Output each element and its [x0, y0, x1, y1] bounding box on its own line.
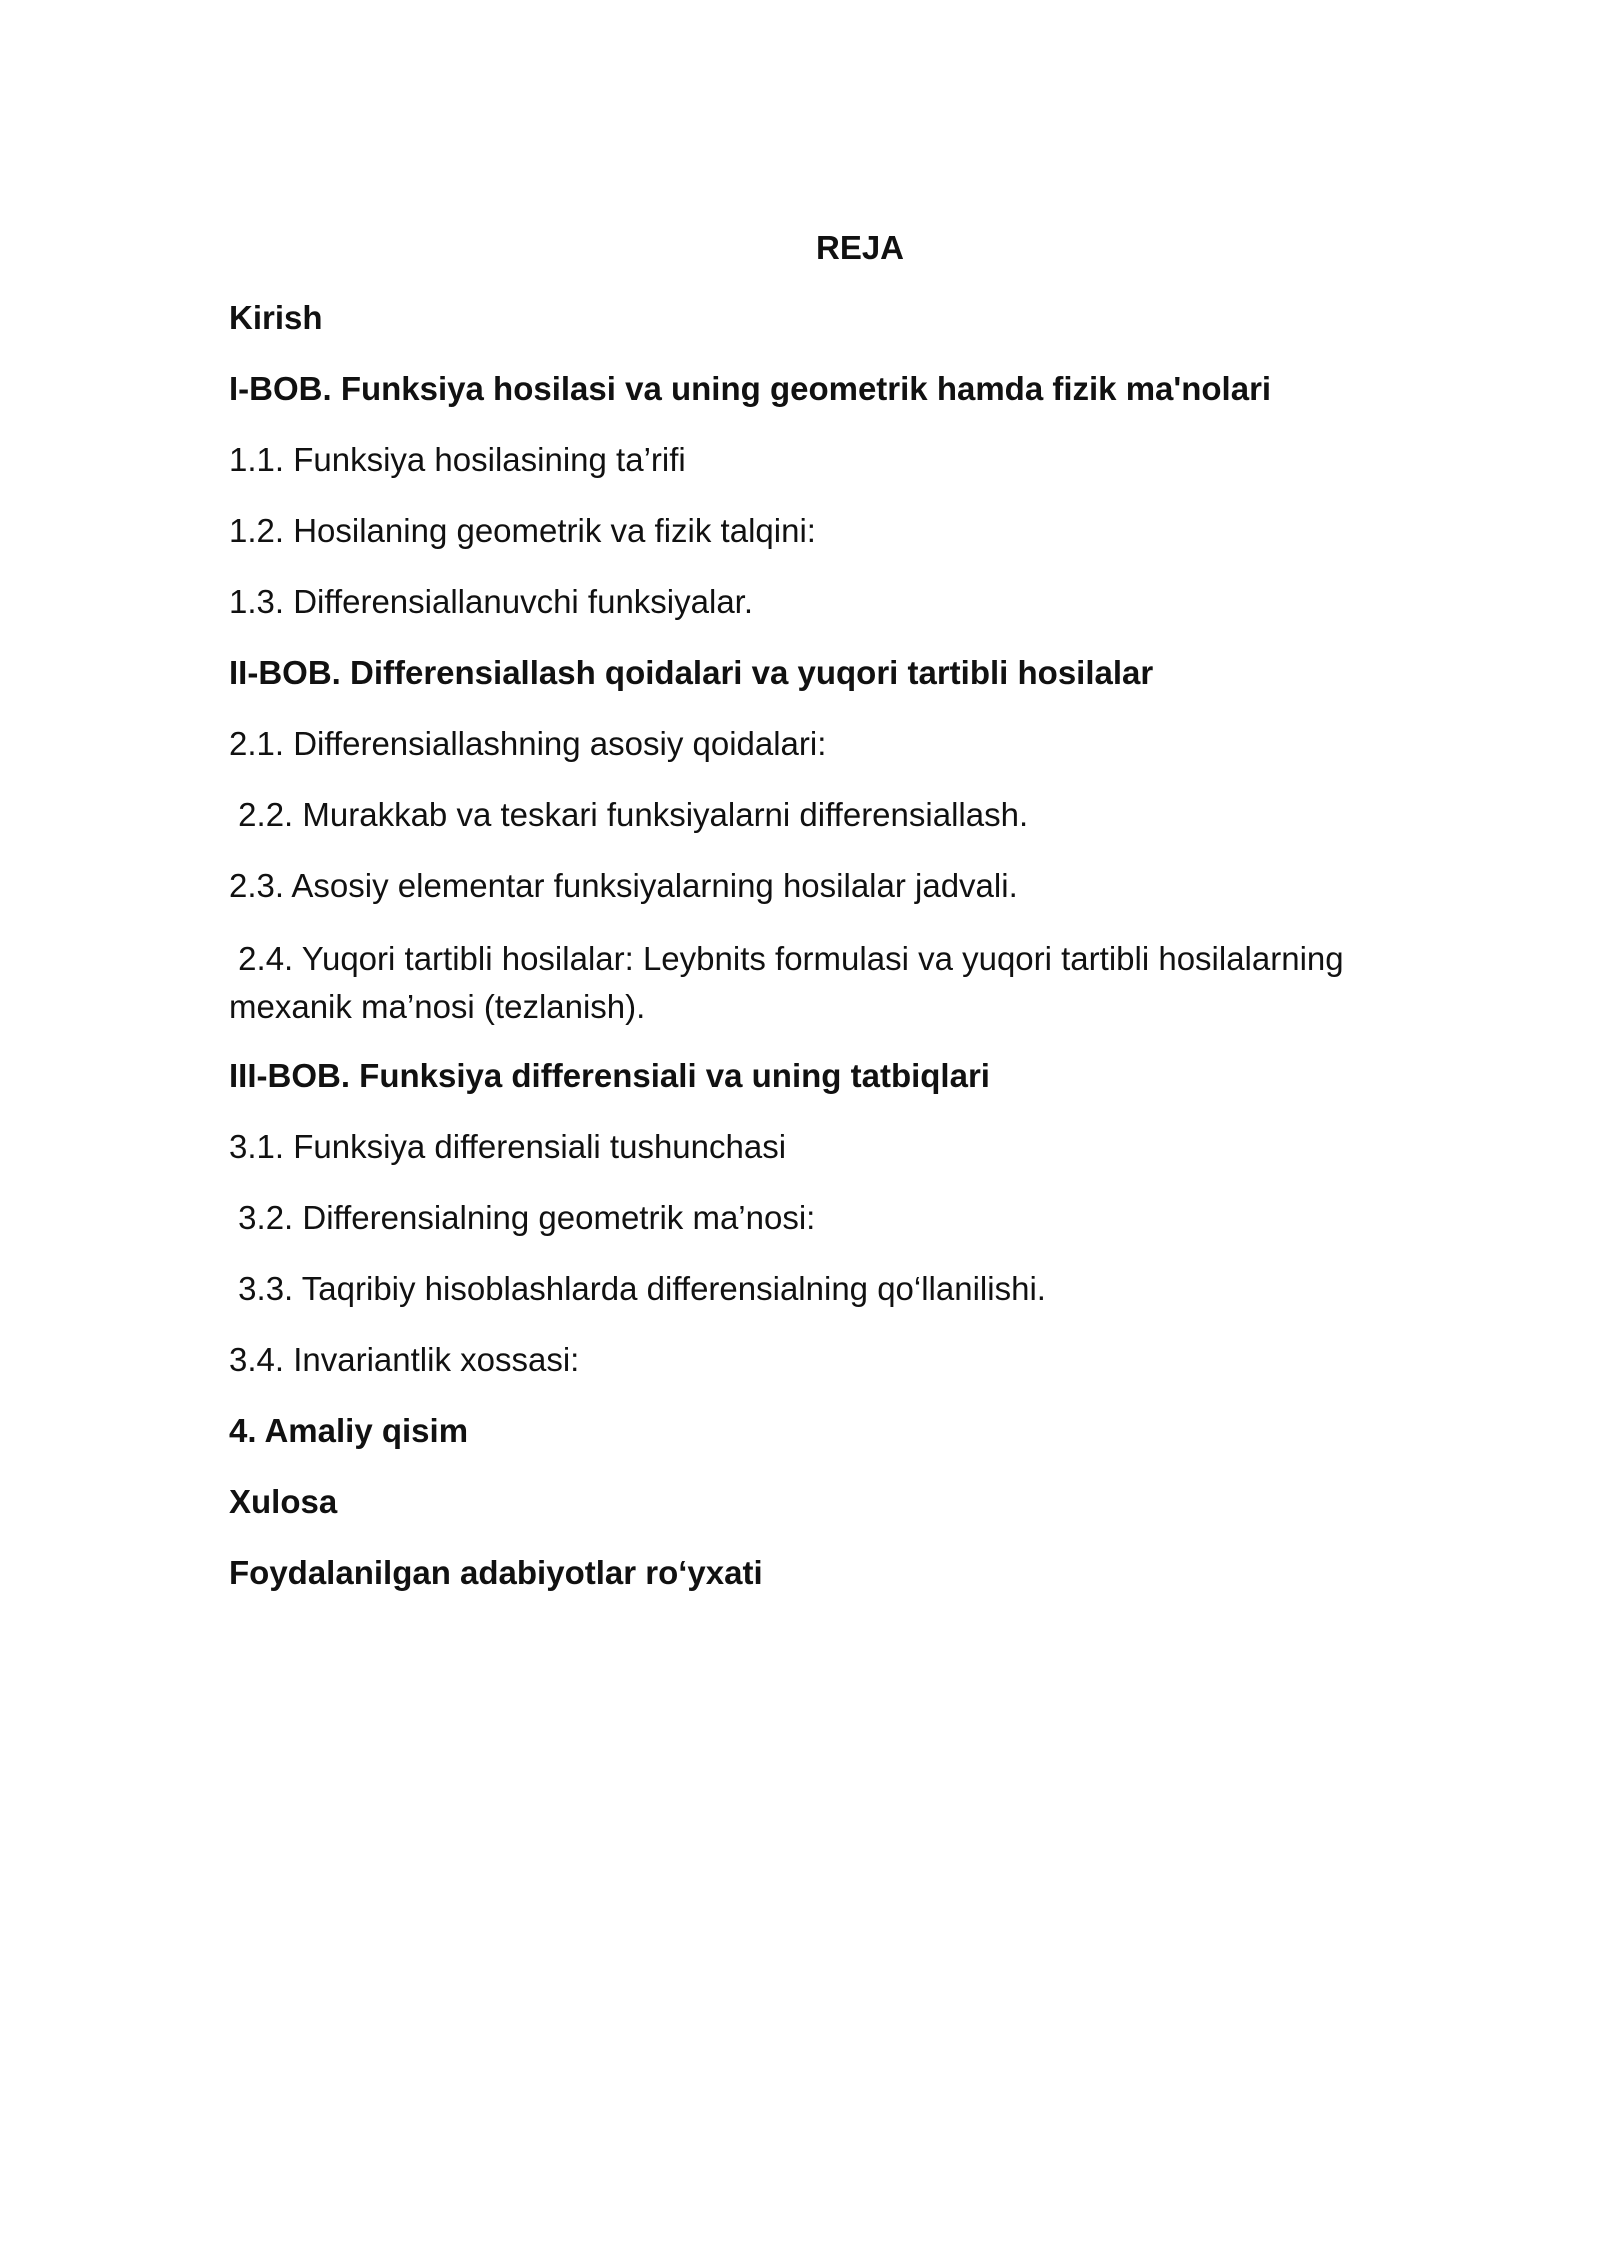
toc-chapter-2: II-BOB. Differensiallash qoidalari va yuqori tartibli hosilalar	[229, 654, 1154, 691]
toc-section-2-3: 2.3. Asosiy elementar funksiyalarning hosilalar jadvali.	[229, 867, 1018, 904]
toc-section-3-4: 3.4. Invariantlik xossasi:	[229, 1341, 580, 1378]
toc-section-1-2: 1.2. Hosilaning geometrik va fizik talqini:	[229, 512, 816, 549]
toc-section-2-1: 2.1. Differensiallashning asosiy qoidalari:	[229, 725, 827, 762]
toc-item-kirish: Kirish	[229, 299, 323, 336]
toc-section-3-1: 3.1. Funksiya differensiali tushunchasi	[229, 1128, 787, 1165]
toc-section-2-2: 2.2. Murakkab va teskari funksiyalarni differensiallash.	[229, 796, 1029, 833]
toc-section-1-1: 1.1. Funksiya hosilasining ta’rifi	[229, 441, 686, 478]
toc-item-references: Foydalanilgan adabiyotlar ro‘yxati	[229, 1554, 763, 1591]
toc-chapter-3: III-BOB. Funksiya differensiali va uning tatbiqlari	[229, 1057, 990, 1094]
toc-section-1-3: 1.3. Differensiallanuvchi funksiyalar.	[229, 583, 754, 620]
table-of-contents	[229, 296, 1429, 1622]
toc-item-amaliy: 4. Amaliy qisim	[229, 1412, 469, 1449]
toc-section-2-4: 2.4. Yuqori tartibli hosilalar: Leybnits formulasi va yuqori tartibli hosilalarning mexanik ma’nosi (tezlanish).	[229, 940, 1353, 1025]
toc-section-3-3: 3.3. Taqribiy hisoblashlarda differensialning qo‘llanilishi.	[229, 1270, 1046, 1307]
toc-section-3-2: 3.2. Differensialning geometrik ma’nosi:	[229, 1199, 816, 1236]
toc-item-xulosa: Xulosa	[229, 1483, 338, 1520]
page-title: REJA	[815, 229, 905, 266]
toc-chapter-1: I-BOB. Funksiya hosilasi va uning geometrik hamda fizik ma'nolari	[229, 370, 1272, 407]
